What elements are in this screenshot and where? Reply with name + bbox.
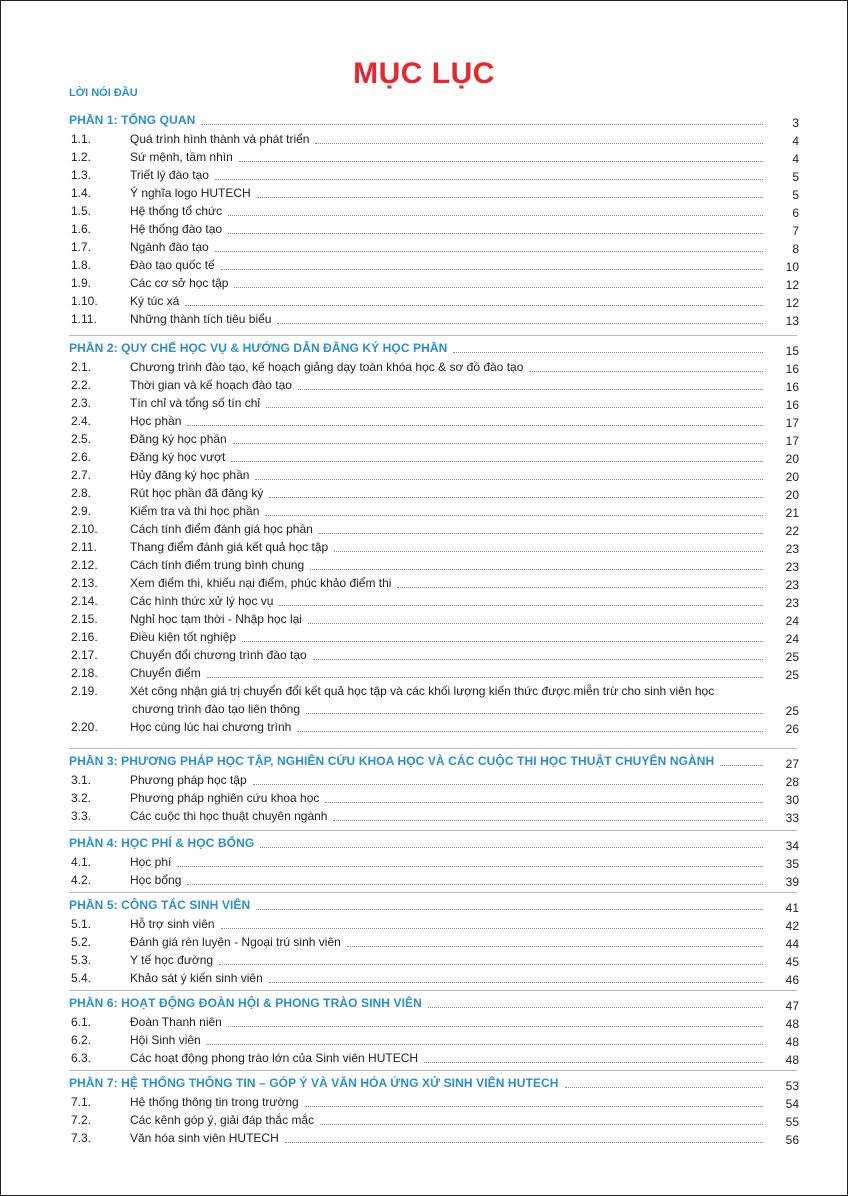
dot-leader — [231, 461, 763, 462]
entry-title: Thời gian và kế hoạch đào tạo — [130, 378, 292, 392]
section-divider — [69, 1070, 797, 1071]
section-page-number: 41 — [785, 901, 799, 915]
dot-leader — [325, 802, 763, 803]
entry-page-number: 25 — [785, 668, 799, 682]
entry-title: Phương pháp nghiên cứu khoa học — [130, 791, 320, 805]
toc-entry[interactable] — [1, 203, 847, 219]
section-page-number: 34 — [785, 839, 799, 853]
entry-title: Chương trình đào tạo, kế hoạch giảng dạy toàn khóa học & sơ đồ đào tạo — [130, 360, 524, 374]
toc-entry[interactable] — [1, 467, 847, 483]
entry-page-number: 20 — [785, 452, 799, 466]
section-page-number: 47 — [785, 999, 799, 1013]
entry-page-number: 4 — [792, 134, 799, 148]
dot-leader — [319, 533, 763, 534]
entry-number: 2.20. — [71, 720, 98, 734]
dot-leader — [265, 515, 763, 516]
entry-page-number: 25 — [785, 650, 799, 664]
entry-number: 7.1. — [71, 1095, 92, 1109]
entry-title: Đăng ký học vượt — [130, 450, 226, 464]
entry-title: Học phần — [130, 414, 182, 428]
entry-number: 2.11. — [71, 540, 97, 554]
table-of-contents — [1, 1, 847, 1195]
dot-leader — [233, 443, 763, 444]
toc-section-heading[interactable] — [1, 835, 847, 851]
entry-number: 2.12. — [71, 558, 98, 572]
dot-leader — [228, 1026, 763, 1027]
entry-number: 5.2. — [71, 935, 92, 949]
entry-page-number: 33 — [785, 811, 799, 825]
toc-entry[interactable] — [1, 431, 847, 447]
entry-page-number: 55 — [785, 1115, 799, 1129]
entry-number: 2.19. — [71, 684, 98, 698]
entry-page-number: 25 — [785, 704, 799, 718]
toc-entry[interactable] — [1, 449, 847, 465]
dot-leader — [257, 197, 763, 198]
toc-entry[interactable] — [1, 593, 847, 609]
entry-title: Học phí — [130, 855, 172, 869]
dot-leader — [305, 1106, 763, 1107]
dot-leader — [333, 820, 763, 821]
section-title: PHẦN 3: PHƯƠNG PHÁP HỌC TẬP, NGHIÊN CỨU KHOA HỌC VÀ CÁC CUỘC THI HỌC THUẬT CHUYÊN NGÀNH — [69, 754, 715, 768]
dot-leader — [221, 928, 763, 929]
dot-leader — [239, 161, 763, 162]
toc-entry[interactable] — [1, 167, 847, 183]
entry-page-number: 8 — [792, 242, 799, 256]
toc-entry[interactable] — [1, 683, 847, 699]
entry-number: 2.9. — [71, 504, 92, 518]
entry-title: Xét công nhận giá trị chuyển đổi kết quả học tập và các khối lượng kiến thức được miễn trừ cho sinh viên học — [130, 684, 715, 698]
entry-title: Văn hóa sinh viên HUTECH — [130, 1131, 279, 1145]
entry-number: 5.3. — [71, 953, 92, 967]
entry-page-number: 28 — [785, 775, 799, 789]
entry-title: Những thành tích tiêu biểu — [130, 312, 272, 326]
entry-page-number: 22 — [785, 524, 799, 538]
section-page-number: 3 — [792, 116, 799, 130]
dot-leader — [260, 847, 763, 848]
section-page-number: 53 — [785, 1079, 799, 1093]
dot-leader — [313, 659, 763, 660]
entry-number: 3.3. — [71, 809, 92, 823]
entry-title: Triết lý đào tạo — [130, 168, 209, 182]
toc-entry[interactable] — [1, 149, 847, 165]
entry-title: Hội Sinh viên — [130, 1033, 201, 1047]
entry-page-number: 5 — [792, 188, 799, 202]
entry-number: 6.1. — [71, 1015, 92, 1029]
entry-page-number: 17 — [785, 434, 799, 448]
entry-number: 2.14. — [71, 594, 98, 608]
dot-leader — [266, 407, 763, 408]
dot-leader — [347, 946, 763, 947]
toc-entry[interactable] — [1, 808, 847, 824]
entry-title: Hệ thống đào tạo — [130, 222, 223, 236]
entry-title: Chuyển điểm — [130, 666, 201, 680]
entry-title: Các cuộc thi học thuật chuyên ngành — [130, 809, 328, 823]
toc-entry[interactable] — [1, 395, 847, 411]
dot-leader — [234, 287, 763, 288]
toc-section-heading[interactable] — [1, 897, 847, 913]
entry-title: Đánh giá rèn luyện - Ngoại trú sinh viên — [130, 935, 341, 949]
entry-page-number: 20 — [785, 488, 799, 502]
section-title: PHẦN 4: HỌC PHÍ & HỌC BỔNG — [69, 836, 255, 850]
dot-leader — [215, 179, 763, 180]
entry-title: Học cùng lúc hai chương trình — [130, 720, 292, 734]
dot-leader — [228, 233, 763, 234]
toc-section-heading[interactable] — [1, 112, 847, 128]
preface-heading: LỜI NÓI ĐẦU — [69, 87, 138, 99]
dot-leader — [279, 605, 763, 606]
entry-page-number: 16 — [785, 398, 799, 412]
dot-leader — [565, 1087, 763, 1088]
entry-title: Sứ mệnh, tầm nhìn — [130, 150, 233, 164]
toc-entry[interactable] — [1, 611, 847, 627]
entry-number: 6.3. — [71, 1051, 92, 1065]
toc-entry[interactable] — [1, 503, 847, 519]
toc-entry[interactable] — [1, 557, 847, 573]
dot-leader — [269, 982, 763, 983]
entry-page-number: 23 — [785, 596, 799, 610]
toc-entry[interactable] — [1, 221, 847, 237]
dot-leader — [219, 964, 763, 965]
entry-page-number: 10 — [785, 260, 799, 274]
toc-entry[interactable] — [1, 185, 847, 201]
section-page-number: 15 — [785, 344, 799, 358]
dot-leader — [187, 425, 763, 426]
entry-number: 2.1. — [71, 360, 92, 374]
toc-entry[interactable] — [1, 854, 847, 870]
entry-page-number: 6 — [792, 206, 799, 220]
entry-title: Hệ thống thông tin trong trường — [130, 1095, 299, 1109]
entry-page-number: 17 — [785, 416, 799, 430]
entry-title: Các hình thức xử lý học vụ — [130, 594, 274, 608]
page-title: MỤC LỤC — [353, 57, 495, 90]
toc-entry[interactable] — [1, 311, 847, 327]
entry-title: Cách tính điểm trung bình chung — [130, 558, 305, 572]
toc-entry[interactable] — [1, 131, 847, 147]
dot-leader — [207, 677, 763, 678]
entry-page-number: 23 — [785, 542, 799, 556]
toc-entry[interactable] — [1, 1112, 847, 1128]
section-divider — [69, 748, 797, 749]
dot-leader — [310, 569, 763, 570]
entry-title: Cách tính điểm đánh giá học phần — [130, 522, 313, 536]
entry-page-number: 23 — [785, 560, 799, 574]
entry-page-number: 39 — [785, 875, 799, 889]
dot-leader — [306, 713, 763, 714]
entry-number: 6.2. — [71, 1033, 92, 1047]
entry-title: Hệ thống tổ chức — [130, 204, 223, 218]
dot-leader — [320, 1124, 763, 1125]
toc-entry[interactable] — [1, 1014, 847, 1030]
dot-leader — [285, 1142, 763, 1143]
dot-leader — [334, 551, 763, 552]
entry-title: Các kênh góp ý, giải đáp thắc mắc — [130, 1113, 315, 1127]
toc-entry[interactable] — [1, 629, 847, 645]
entry-title: Kiểm tra và thi học phần — [130, 504, 260, 518]
entry-title: Y tế học đường — [130, 953, 214, 967]
dot-leader — [298, 389, 763, 390]
entry-number: 2.15. — [71, 612, 98, 626]
toc-entry[interactable] — [1, 1094, 847, 1110]
entry-page-number: 45 — [785, 955, 799, 969]
entry-page-number: 56 — [785, 1133, 799, 1147]
entry-page-number: 16 — [785, 380, 799, 394]
section-title: PHẦN 7: HỆ THỐNG THÔNG TIN – GÓP Ý VÀ VĂN HÓA ỨNG XỬ SINH VIÊN HUTECH — [69, 1076, 559, 1090]
toc-entry[interactable] — [1, 239, 847, 255]
dot-leader — [177, 866, 763, 867]
toc-entry[interactable] — [1, 952, 847, 968]
entry-title: Ý nghĩa logo HUTECH — [130, 186, 251, 200]
section-title: PHẦN 1: TỔNG QUAN — [69, 113, 196, 127]
entry-title-continued: chương trình đào tạo liên thông — [132, 702, 301, 716]
dot-leader — [428, 1007, 763, 1008]
dot-leader — [185, 305, 763, 306]
section-page-number: 27 — [785, 757, 799, 771]
entry-number: 1.1. — [71, 132, 92, 146]
toc-entry[interactable] — [1, 916, 847, 932]
entry-page-number: 48 — [785, 1053, 799, 1067]
section-title: PHẦN 6: HOẠT ĐỘNG ĐOÀN HỘI & PHONG TRÀO SINH VIÊN — [69, 996, 422, 1010]
entry-number: 2.10. — [71, 522, 98, 536]
entry-title: Học bổng — [130, 873, 182, 887]
dot-leader — [315, 143, 763, 144]
entry-title: Rút học phần đã đăng ký — [130, 486, 264, 500]
section-divider — [69, 830, 797, 831]
entry-page-number: 20 — [785, 470, 799, 484]
toc-entry[interactable] — [1, 665, 847, 681]
dot-leader — [242, 641, 763, 642]
dot-leader — [215, 251, 763, 252]
entry-number: 5.1. — [71, 917, 92, 931]
entry-title: Đào tạo quốc tế — [130, 258, 215, 272]
dot-leader — [221, 269, 763, 270]
section-title: PHẦN 5: CÔNG TÁC SINH VIÊN — [69, 898, 251, 912]
entry-number: 1.11. — [71, 312, 97, 326]
entry-title: Ngành đào tạo — [130, 240, 209, 254]
toc-entry[interactable] — [1, 485, 847, 501]
entry-page-number: 23 — [785, 578, 799, 592]
entry-number: 7.2. — [71, 1113, 92, 1127]
dot-leader — [424, 1062, 763, 1063]
section-divider — [69, 990, 797, 991]
entry-number: 1.6. — [71, 222, 92, 236]
entry-page-number: 24 — [785, 632, 799, 646]
toc-section-heading[interactable] — [1, 340, 847, 356]
entry-title: Điều kiện tốt nghiệp — [130, 630, 237, 644]
toc-entry[interactable] — [1, 413, 847, 429]
entry-title: Chuyển đổi chương trình đào tạo — [130, 648, 307, 662]
dot-leader — [201, 124, 763, 125]
toc-entry[interactable] — [1, 1130, 847, 1146]
entry-number: 2.17. — [71, 648, 98, 662]
entry-title: Khảo sát ý kiến sinh viên — [130, 971, 263, 985]
toc-entry[interactable] — [1, 293, 847, 309]
entry-number: 2.13. — [71, 576, 98, 590]
entry-number: 2.2. — [71, 378, 92, 392]
toc-section-heading[interactable] — [1, 1075, 847, 1091]
dot-leader — [297, 731, 763, 732]
entry-number: 3.2. — [71, 791, 92, 805]
section-title: PHẦN 2: QUY CHẾ HỌC VỤ & HƯỚNG DẪN ĐĂNG KÝ HỌC PHẦN — [69, 341, 448, 355]
entry-page-number: 42 — [785, 919, 799, 933]
dot-leader — [253, 784, 763, 785]
toc-entry[interactable] — [1, 275, 847, 291]
entry-number: 1.10. — [71, 294, 98, 308]
entry-number: 4.1. — [71, 855, 92, 869]
toc-entry[interactable] — [1, 575, 847, 591]
toc-entry[interactable] — [1, 521, 847, 537]
entry-title: Hỗ trợ sinh viên — [130, 917, 215, 931]
entry-number: 2.6. — [71, 450, 92, 464]
entry-page-number: 5 — [792, 170, 799, 184]
entry-number: 2.18. — [71, 666, 98, 680]
entry-page-number: 44 — [785, 937, 799, 951]
toc-entry[interactable] — [1, 772, 847, 788]
toc-section-heading[interactable] — [1, 753, 847, 769]
entry-number: 1.3. — [71, 168, 92, 182]
toc-entry-continuation[interactable] — [1, 701, 847, 717]
dot-leader — [255, 479, 763, 480]
section-divider — [69, 892, 797, 893]
entry-number: 1.9. — [71, 276, 92, 290]
dot-leader — [277, 323, 763, 324]
entry-title: Thang điểm đánh giá kết quả học tập — [130, 540, 329, 554]
entry-page-number: 12 — [785, 296, 799, 310]
entry-page-number: 13 — [785, 314, 799, 328]
entry-number: 1.4. — [71, 186, 92, 200]
entry-number: 2.5. — [71, 432, 92, 446]
entry-page-number: 48 — [785, 1035, 799, 1049]
entry-title: Các cơ sở học tập — [130, 276, 229, 290]
toc-entry[interactable] — [1, 790, 847, 806]
toc-entry[interactable] — [1, 934, 847, 950]
entry-page-number: 21 — [785, 506, 799, 520]
entry-page-number: 54 — [785, 1097, 799, 1111]
entry-number: 2.16. — [71, 630, 98, 644]
toc-entry[interactable] — [1, 970, 847, 986]
entry-title: Hủy đăng ký học phần — [130, 468, 250, 482]
entry-page-number: 4 — [792, 152, 799, 166]
dot-leader — [207, 1044, 763, 1045]
dot-leader — [397, 587, 763, 588]
toc-entry[interactable] — [1, 257, 847, 273]
entry-number: 1.5. — [71, 204, 92, 218]
entry-title: Nghỉ học tạm thời - Nhập học lại — [130, 612, 302, 626]
entry-number: 5.4. — [71, 971, 92, 985]
dot-leader — [256, 909, 763, 910]
entry-number: 3.1. — [71, 773, 92, 787]
dot-leader — [269, 497, 763, 498]
toc-entry[interactable] — [1, 647, 847, 663]
entry-number: 7.3. — [71, 1131, 92, 1145]
entry-number: 2.8. — [71, 486, 92, 500]
entry-page-number: 24 — [785, 614, 799, 628]
dot-leader — [308, 623, 763, 624]
entry-number: 1.7. — [71, 240, 92, 254]
toc-entry[interactable] — [1, 377, 847, 393]
entry-title: Phương pháp học tập — [130, 773, 247, 787]
entry-number: 4.2. — [71, 873, 92, 887]
entry-number: 2.3. — [71, 396, 92, 410]
entry-title: Tín chỉ và tổng số tín chỉ — [130, 396, 261, 410]
entry-title: Xem điểm thi, khiếu nại điểm, phúc khảo điểm thi — [130, 576, 392, 590]
toc-entry[interactable] — [1, 359, 847, 375]
toc-entry[interactable] — [1, 872, 847, 888]
dot-leader — [187, 884, 763, 885]
entry-page-number: 16 — [785, 362, 799, 376]
entry-page-number: 12 — [785, 278, 799, 292]
toc-entry[interactable] — [1, 1050, 847, 1066]
toc-entry[interactable] — [1, 539, 847, 555]
entry-page-number: 26 — [785, 722, 799, 736]
entry-title: Đăng ký học phần — [130, 432, 227, 446]
toc-entry[interactable] — [1, 719, 847, 735]
entry-title: Quá trình hình thành và phát triển — [130, 132, 310, 146]
entry-title: Các hoạt động phong trào lớn của Sinh viên HUTECH — [130, 1051, 419, 1065]
toc-section-heading[interactable] — [1, 995, 847, 1011]
dot-leader — [228, 215, 763, 216]
dot-leader — [720, 765, 763, 766]
entry-number: 1.2. — [71, 150, 92, 164]
section-divider — [69, 335, 797, 336]
dot-leader — [453, 352, 763, 353]
entry-page-number: 35 — [785, 857, 799, 871]
entry-page-number: 7 — [792, 224, 799, 238]
entry-page-number: 46 — [785, 973, 799, 987]
entry-number: 1.8. — [71, 258, 92, 272]
entry-title: Đoàn Thanh niên — [130, 1015, 222, 1029]
dot-leader — [529, 371, 763, 372]
entry-title: Ký túc xá — [130, 294, 180, 308]
entry-page-number: 48 — [785, 1017, 799, 1031]
toc-entry[interactable] — [1, 1032, 847, 1048]
entry-number: 2.7. — [71, 468, 92, 482]
entry-page-number: 30 — [785, 793, 799, 807]
entry-number: 2.4. — [71, 414, 92, 428]
